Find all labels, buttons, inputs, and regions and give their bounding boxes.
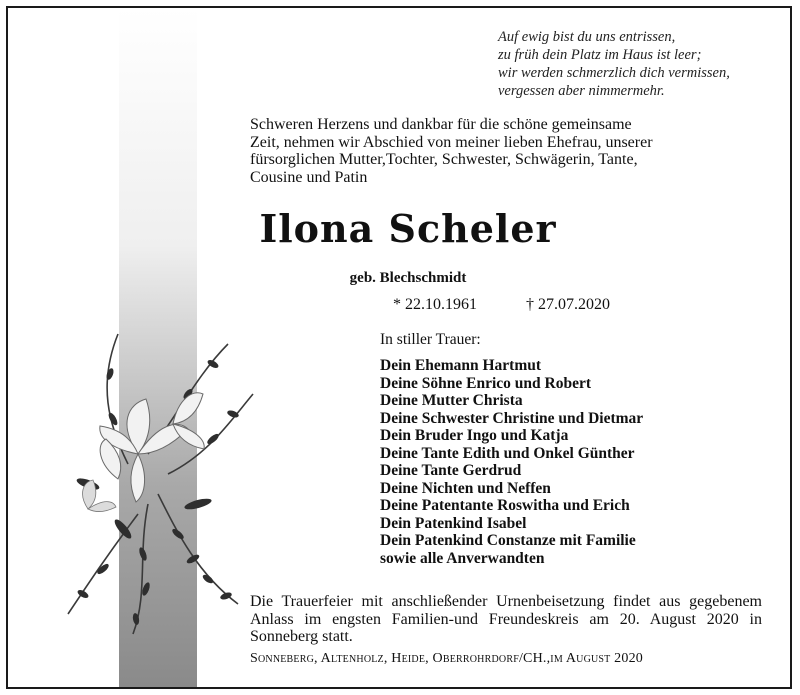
funeral-notice: Die Trauerfeier mit anschließender Urnenbeisetzung findet aus gegebenem Anlass im engsten Familien-und Freundeskreis am 20. August 2020 in Sonneberg statt. xyxy=(250,593,762,645)
family-member: sowie alle Anverwandten xyxy=(380,549,545,567)
family-list xyxy=(380,357,643,567)
intro-text xyxy=(250,116,730,186)
family-member: Deine Söhne Enrico und Robert xyxy=(380,374,591,392)
family-member: Dein Patenkind Isabel xyxy=(380,514,527,532)
poem-line: vergessen aber nimmermehr. xyxy=(498,83,665,99)
poem-line: wir werden schmerzlich dich vermissen, xyxy=(498,65,730,81)
lily-flower-arrangement xyxy=(28,304,268,649)
intro-line: fürsorglichen Mutter,Tochter, Schwester, Schwägerin, Tante, xyxy=(250,151,638,168)
family-member: Deine Tante Edith und Onkel Günther xyxy=(380,444,635,462)
deceased-name: Ilona Scheler xyxy=(259,206,557,251)
intro-line: Schweren Herzens und dankbar für die schöne gemeinsame xyxy=(250,116,632,133)
poem xyxy=(498,28,798,100)
intro-line: Cousine und Patin xyxy=(250,168,368,186)
family-member: Dein Ehemann Hartmut xyxy=(380,357,542,374)
family-member: Deine Nichten und Neffen xyxy=(380,479,551,497)
places-and-date: Sonneberg, Altenholz, Heide, Oberrohrdorf/CH.,im August 2020 xyxy=(250,651,643,666)
intro-line: Zeit, nehmen wir Abschied von meiner lieben Ehefrau, unserer xyxy=(250,133,653,151)
poem-line: zu früh dein Platz im Haus ist leer; xyxy=(498,47,702,63)
family-member: Deine Schwester Christine und Dietmar xyxy=(380,409,644,427)
birth-date: * 22.10.1961 xyxy=(393,296,477,313)
family-member: Dein Bruder Ingo und Katja xyxy=(380,427,569,444)
family-member: Dein Patenkind Constanze mit Familie xyxy=(380,532,636,549)
maiden-name: geb. Blechschmidt xyxy=(349,270,467,286)
death-date: † 27.07.2020 xyxy=(526,296,610,313)
mourning-label: In stiller Trauer: xyxy=(380,331,481,348)
family-member: Deine Patentante Roswitha und Erich xyxy=(380,497,630,514)
poem-line: Auf ewig bist du uns entrissen, xyxy=(498,29,676,45)
obituary-frame xyxy=(6,6,792,689)
family-member: Deine Mutter Christa xyxy=(380,392,523,409)
family-member: Deine Tante Gerdrud xyxy=(380,462,522,479)
